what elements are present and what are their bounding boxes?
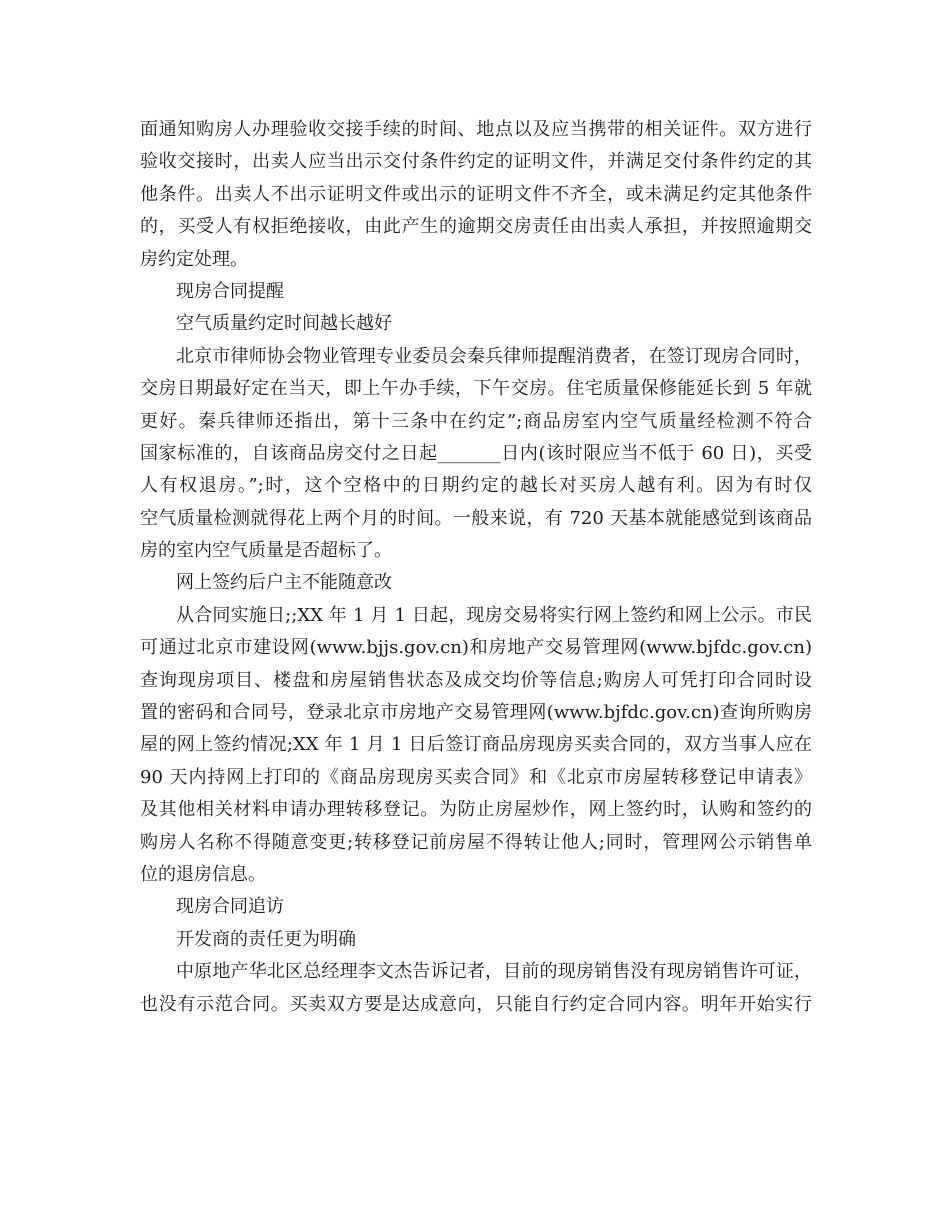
text-line: 置的密码和合同号，登录北京市房地产交易管理网(www.bjfdc.gov.cn)查询所购房 bbox=[140, 702, 812, 724]
text-line: 查询现房项目、楼盘和房屋销售状态及成交均价等信息;购房人可凭打印合同时设 bbox=[140, 669, 812, 691]
text-line: 验收交接时，出卖人应当出示交付条件约定的证明文件，并满足交付条件约定的其 bbox=[140, 151, 812, 173]
text-line: 中原地产华北区总经理李文杰告诉记者，目前的现房销售没有现房销售许可证， bbox=[176, 961, 812, 983]
subheading-online-signing: 网上签约后户主不能随意改 bbox=[176, 572, 392, 594]
paragraph-developer-responsibility bbox=[140, 956, 812, 1021]
text-line: 国家标准的，自该商品房交付之日起_______日内(该时限应当不低于 60 日)，买受 bbox=[140, 442, 812, 464]
text-line: 空气质量检测就得花上两个月的时间。一般来说，有 720 天基本就能感觉到该商品 bbox=[140, 507, 812, 529]
document-body bbox=[140, 114, 812, 1021]
text-line: 90 天内持网上打印的《商品房现房买卖合同》和《北京市房屋转移登记申请表》 bbox=[140, 766, 812, 788]
text-line: 屋的网上签约情况;XX 年 1 月 1 日后签订商品房现房买卖合同的，双方当事人应在 bbox=[140, 734, 812, 756]
text-line: 更好。秦兵律师还指出，第十三条中在约定”;商品房室内空气质量经检测不符合 bbox=[140, 410, 812, 432]
paragraph-delivery-acceptance bbox=[140, 114, 812, 276]
text-line: 从合同实施日;;XX 年 1 月 1 日起，现房交易将实行网上签约和网上公示。市民 bbox=[176, 604, 812, 626]
text-line: 房的室内空气质量是否超标了。 bbox=[140, 540, 392, 562]
paragraph-online-signing bbox=[140, 600, 812, 892]
section-heading-reminder: 现房合同提醒 bbox=[176, 280, 284, 302]
text-line: 位的退房信息。 bbox=[140, 863, 266, 885]
text-line: 的，买受人有权拒绝接收，由此产生的逾期交房责任由出卖人承担，并按照逾期交 bbox=[140, 216, 812, 238]
text-line: 及其他相关材料申请办理转移登记。为防止房屋炒作，网上签约时，认购和签约的 bbox=[140, 799, 812, 821]
text-line: 北京市律师协会物业管理专业委员会秦兵律师提醒消费者，在签订现房合同时， bbox=[176, 345, 812, 367]
text-line: 房约定处理。 bbox=[140, 248, 248, 270]
subheading-air-quality: 空气质量约定时间越长越好 bbox=[176, 313, 392, 335]
text-line: 交房日期最好定在当天，即上午办手续，下午交房。住宅质量保修能延长到 5 年就 bbox=[140, 378, 812, 400]
text-line: 面通知购房人办理验收交接手续的时间、地点以及应当携带的相关证件。双方进行 bbox=[140, 119, 812, 140]
text-line: 人有权退房。”;时，这个空格中的日期约定的越长对买房人越有利。因为有时仅 bbox=[140, 475, 812, 497]
text-line: 可通过北京市建设网(www.bjjs.gov.cn)和房地产交易管理网(www.bjfdc.gov.cn) bbox=[140, 637, 812, 659]
text-line: 购房人名称不得随意变更;转移登记前房屋不得转让他人;同时，管理网公示销售单 bbox=[140, 831, 812, 853]
subheading-developer-responsibility: 开发商的责任更为明确 bbox=[176, 928, 356, 950]
text-line: 也没有示范合同。买卖双方要是达成意向，只能自行约定合同内容。明年开始实行 bbox=[140, 993, 812, 1015]
text-line: 他条件。出卖人不出示证明文件或出示的证明文件不齐全，或未满足约定其他条件 bbox=[140, 183, 812, 205]
section-heading-follow-up: 现房合同追访 bbox=[176, 896, 284, 918]
paragraph-lawyer-advice bbox=[140, 341, 812, 568]
